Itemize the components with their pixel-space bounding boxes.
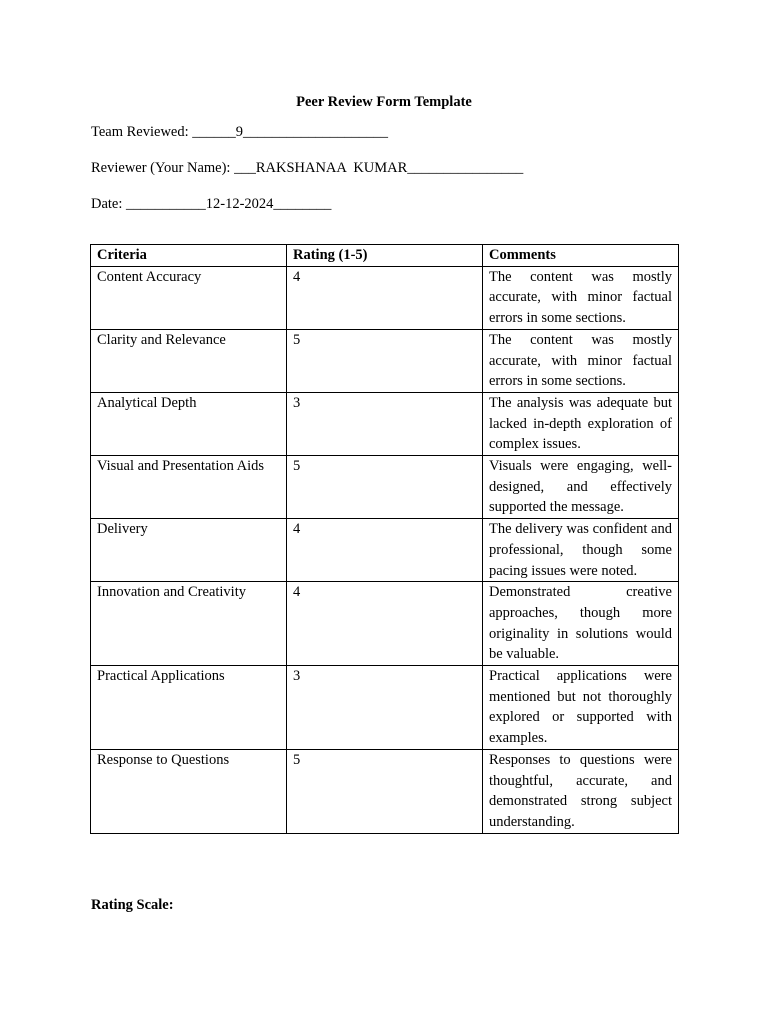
reviewer-name-field: Reviewer (Your Name): ___RAKSHANAA KUMAR________________ [91,160,524,176]
team-reviewed-field: Team Reviewed: ______9____________________ [91,124,389,140]
page-title: Peer Review Form Template [296,94,472,110]
criteria-cell: Analytical Depth [91,392,287,455]
criteria-cell: Practical Applications [91,666,287,750]
comment-cell: The content was mostly accurate, with minor factual errors in some sections. [483,329,679,392]
header-criteria: Criteria [91,245,287,267]
review-table [90,244,679,834]
criteria-cell: Visual and Presentation Aids [91,456,287,519]
table-header-row [91,245,679,267]
comment-cell: Demonstrated creative approaches, though more originality in solutions would be valuable. [483,582,679,666]
rating-cell: 4 [287,519,483,582]
comment-cell: The content was mostly accurate, with minor factual errors in some sections. [483,266,679,329]
criteria-cell: Delivery [91,519,287,582]
table-row [91,392,679,455]
rating-cell: 4 [287,582,483,666]
rating-cell: 3 [287,392,483,455]
table-row [91,666,679,750]
header-rating: Rating (1-5) [287,245,483,267]
rating-cell: 3 [287,666,483,750]
comment-cell: The analysis was adequate but lacked in-depth exploration of complex issues. [483,392,679,455]
criteria-cell: Clarity and Relevance [91,329,287,392]
table-row [91,582,679,666]
table-row [91,456,679,519]
criteria-cell: Content Accuracy [91,266,287,329]
rating-scale-heading: Rating Scale: [91,897,174,913]
criteria-cell: Response to Questions [91,749,287,833]
criteria-cell: Innovation and Creativity [91,582,287,666]
comment-cell: The delivery was confident and professional, though some pacing issues were noted. [483,519,679,582]
comment-cell: Visuals were engaging, well-designed, and effectively supported the message. [483,456,679,519]
header-comments: Comments [483,245,679,267]
rating-cell: 5 [287,749,483,833]
rating-cell: 5 [287,456,483,519]
table-row [91,519,679,582]
date-field: Date: ___________12-12-2024________ [91,196,332,212]
table-row [91,266,679,329]
comment-cell: Responses to questions were thoughtful, accurate, and demonstrated strong subject understanding. [483,749,679,833]
table-row [91,749,679,833]
rating-cell: 5 [287,329,483,392]
comment-cell: Practical applications were mentioned but not thoroughly explored or supported with examples. [483,666,679,750]
table-row [91,329,679,392]
rating-cell: 4 [287,266,483,329]
